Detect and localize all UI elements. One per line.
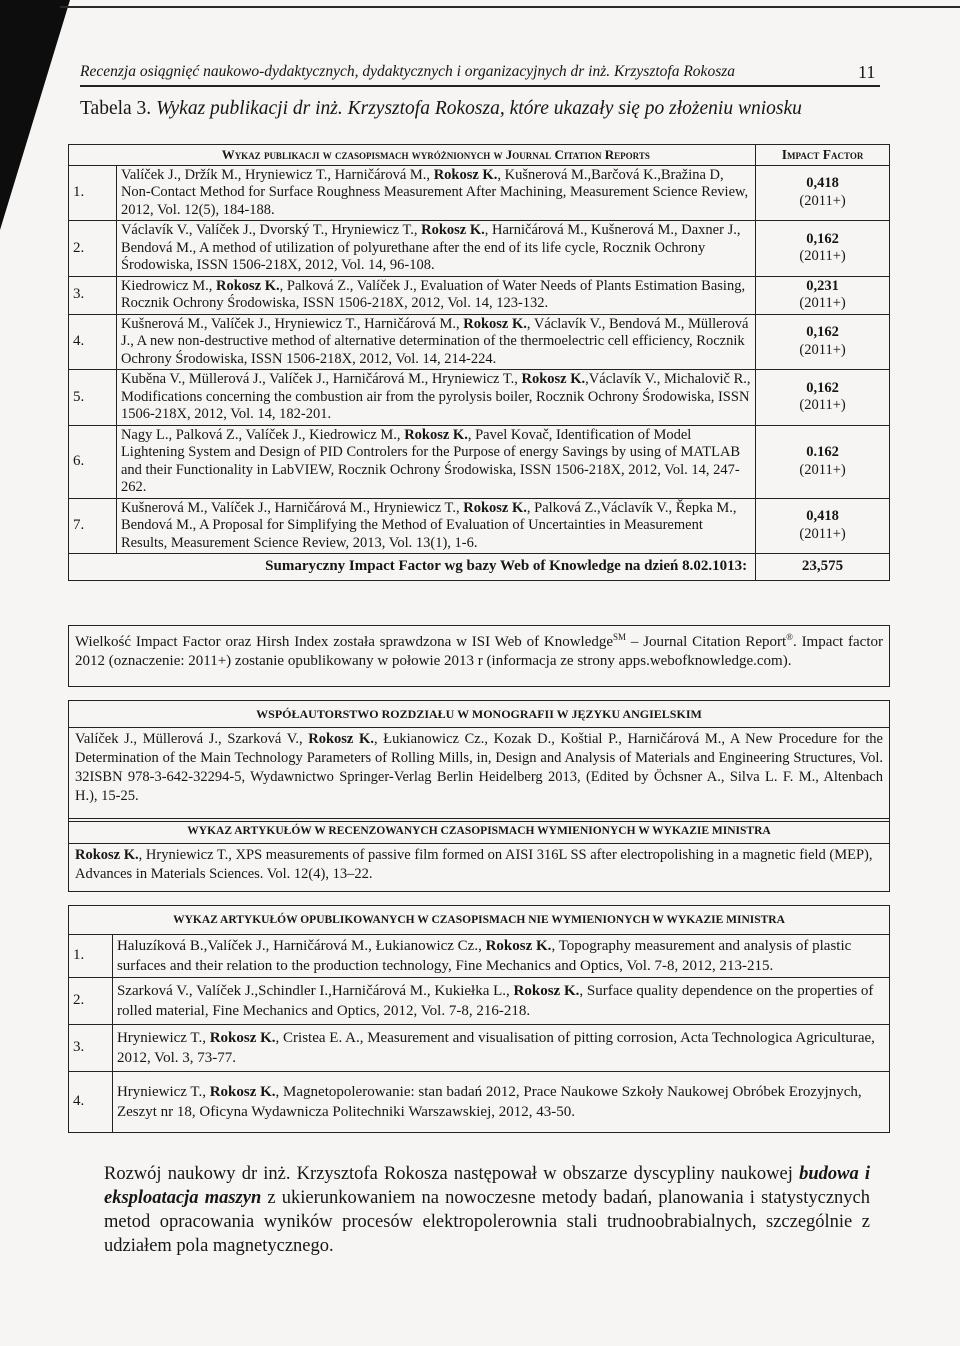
- author-highlight: Rokosz K.: [463, 315, 527, 332]
- unlisted-articles-table: [68, 934, 890, 1133]
- table-row: [69, 1072, 890, 1133]
- table-header-if: Impact Factor: [756, 145, 890, 166]
- row-citation: Kušnerová M., Valíček J., Harničárová M., Hryniewicz T., Rokosz K., Palková Z.,Václavík V., Řepka M., Bendová M., A Proposal for Simplifying the Method of Evaluation of Uncertainties in Measurement Results, Measurement Science Review, 2013, Vol. 13(1), 1-6.: [116, 498, 755, 554]
- table-header-row: [69, 145, 890, 166]
- author-highlight: Rokosz K.: [513, 983, 580, 999]
- row-number: 2.: [69, 978, 113, 1025]
- author-highlight: Rokosz K.: [421, 222, 485, 238]
- row-citation: Václavík V., Valíček J., Dvorský T., Hryniewicz T., Rokosz K., Harničárová M., Kušnerová M., Daxner J., Bendová M., A method of utilization of polyurethane after the end of its life cycle, Rocznik Ochrony Środowiska, ISSN 1506-218X, 2012, Vol. 14, 96-108.: [116, 221, 755, 277]
- header-rule: [80, 85, 880, 87]
- monograph-title-box: [68, 700, 890, 728]
- row-number: 6.: [69, 425, 117, 498]
- page-number: 11: [858, 62, 876, 82]
- row-number: 7.: [69, 498, 117, 554]
- row-number: 1.: [69, 165, 117, 221]
- row-citation: Nagy L., Palková Z., Valíček J., Kiedrowicz M., Rokosz K., Pavel Kovač, Identification of Model Lightening System and Design of PID Controlers for the Purpose of energy Savings by using of MATLAB and their Functionality in LabVIEW, Rocznik Ochrony Środowiska, ISSN 1506-218X, 2012, Vol. 14, 247-262.: [116, 425, 755, 498]
- summary-value: 23,575: [756, 554, 890, 581]
- row-citation: Kušnerová M., Valíček J., Hryniewicz T., Harničárová M., Rokosz K., Václavík V., Bendová M., Müllerová J., A new non-destructive method of alternative determination of the thermoelectric cell efficiency, Rocznik Ochrony Środowiska, ISSN 1506-218X, 2012, Vol. 14, 214-224.: [116, 314, 755, 370]
- monograph-entry: Valíček J., Müllerová J., Szarková V., Rokosz K., Łukianowicz Cz., Kozak D., Koštial P., Harničárová M., A New Procedure for the Determination of the Main Technology Parameters of Rolling Mills, in, Design and Analysis of Materials and Engineering Structures, Vol. 32ISBN 978-3-642-32294-5, Wydawnictwo Springer-Verlag Berlin Heidelberg 2013, (Edited by Öchsner A., Silva L. F. M., Altenbach H.), 15-25.: [68, 728, 890, 822]
- unlisted-title: WYKAZ ARTYKUŁÓW OPUBLIKOWANYCH W CZASOPISMACH NIE WYMIENIONYCH W WYKAZIE MINISTRA: [173, 914, 785, 926]
- row-number: 4.: [69, 1072, 113, 1133]
- row-citation: Kuběna V., Müllerová J., Valíček J., Harničárová M., Hryniewicz T., Rokosz K.,Václavík V., Michalovič R., Modifications concerning the combustion air from the pyrolysis boiler, Rocznik Ochrony Środowiska, ISSN 1506-218X, 2012, Vol. 14, 182-201.: [116, 370, 755, 426]
- table-row: [69, 1025, 890, 1072]
- row-impact-factor: 0,162 (2011+): [756, 370, 890, 426]
- closing-paragraph: Rozwój naukowy dr inż. Krzysztofa Rokosza następował w obszarze dyscypliny naukowej budowa i eksploatacja maszyn z ukierunkowaniem na nowoczesne metody badań, planowania i statystycznych metod opracowania wyników procesów elektropolerownia stali trudnoobrabialnych, szczególnie z udziałem pola magnetycznego.: [104, 1164, 870, 1256]
- reviewed-entry: Rokosz K., Hryniewicz T., XPS measurements of passive film formed on AISI 316L SS after electropolishing in a magnetic field (MEP), Advances in Materials Sciences. Vol. 12(4), 13–22.: [68, 844, 890, 892]
- reviewed-title: WYKAZ ARTYKUŁÓW W RECENZOWANYCH CZASOPISMACH WYMIENIONYCH W WYKAZIE MINISTRA: [187, 825, 771, 837]
- row-impact-factor: 0,162 (2011+): [756, 314, 890, 370]
- scan-edge-shadow: [0, 0, 70, 230]
- row-citation: Kiedrowicz M., Rokosz K., Palková Z., Valíček J., Evaluation of Water Needs of Plants Estimation Basing, Rocznik Ochrony Środowiska, ISSN 1506-218X, 2012, Vol. 14, 123-132.: [116, 276, 755, 314]
- table-row: [69, 314, 890, 370]
- author-highlight: Rokosz K.: [521, 371, 586, 387]
- table-row: [69, 425, 890, 498]
- row-number: 5.: [69, 370, 117, 426]
- table-row: [69, 978, 890, 1025]
- author-highlight: Rokosz K.: [75, 847, 139, 863]
- table-row: [69, 498, 890, 554]
- author-highlight: Rokosz K.: [485, 938, 552, 954]
- row-number: 3.: [69, 276, 117, 314]
- running-header: Recenzja osiągnięć naukowo-dydaktycznych, dydaktycznych i organizacyjnych dr inż. Krzysztofa Rokosza: [80, 63, 736, 80]
- discipline-name: budowa i eksploatacja maszyn: [104, 1164, 870, 1208]
- author-highlight: Rokosz K.: [404, 426, 468, 443]
- author-highlight: Rokosz K.: [308, 731, 374, 747]
- table-header-main: Wykaz publikacji w czasopismach wyróżnionych w Journal Citation Reports: [116, 145, 755, 166]
- row-citation: Hryniewicz T., Rokosz K., Magnetopolerowanie: stan badań 2012, Prace Naukowe Szkoły Naukowej Obróbek Erozyjnych, Zeszyt nr 18, Oficyna Wydawnicza Politechniki Warszawskiej, 2012, 43-50.: [112, 1072, 889, 1133]
- table-row: [69, 935, 890, 978]
- caption-text: Wykaz publikacji dr inż. Krzysztofa Rokosza, które ukazały się po złożeniu wniosku: [156, 98, 802, 119]
- row-impact-factor: 0.162 (2011+): [756, 425, 890, 498]
- caption-prefix: Tabela 3.: [80, 98, 157, 119]
- table-row: [69, 165, 890, 221]
- author-highlight: Rokosz K.: [209, 1084, 276, 1100]
- unlisted-title-box: [68, 905, 890, 935]
- table-row: [69, 221, 890, 277]
- row-number: 3.: [69, 1025, 113, 1072]
- row-citation: Valíček J., Držík M., Hryniewicz T., Harničárová M., Rokosz K., Kušnerová M.,Barčová K.,Bražina D, Non-Contact Method for Surface Roughness Measurement After Machining, Measurement Science Review, 2012, Vol. 12(5), 184-188.: [116, 165, 755, 221]
- row-number: 1.: [69, 935, 113, 978]
- monograph-title: WSPÓŁAUTORSTWO ROZDZIAŁU W MONOGRAFII W JĘZYKU ANGIELSKIM: [256, 707, 702, 721]
- author-highlight: Rokosz K.: [433, 166, 498, 183]
- row-number: 2.: [69, 221, 117, 277]
- row-impact-factor: 0,162 (2011+): [756, 221, 890, 277]
- row-impact-factor: 0,418 (2011+): [756, 165, 890, 221]
- author-highlight: Rokosz K.: [209, 1030, 276, 1046]
- row-impact-factor: 0,418 (2011+): [756, 498, 890, 554]
- row-citation: Hryniewicz T., Rokosz K., Cristea E. A., Measurement and visualisation of pitting corrosion, Acta Technologica Agriculturae, 2012, Vol. 3, 73-77.: [112, 1025, 889, 1072]
- jcr-publications-table: [68, 144, 890, 581]
- reviewed-title-box: [68, 818, 890, 844]
- row-impact-factor: 0,231 (2011+): [756, 276, 890, 314]
- table-caption: [80, 98, 802, 120]
- summary-label: Sumaryczny Impact Factor wg bazy Web of Knowledge na dzień 8.02.1013:: [69, 554, 756, 581]
- summary-row: [69, 554, 890, 581]
- scan-top-line: [60, 6, 960, 8]
- impact-factor-note: Wielkość Impact Factor oraz Hirsh Index została sprawdzona w ISI Web of Knowledge℠ – Journal Citation Report®. Impact factor 2012 (oznaczenie: 2011+) zostanie opublikowany w połowie 2013 r (informacja ze strony apps.webofknowledge.com).: [68, 625, 890, 687]
- author-highlight: Rokosz K.: [463, 499, 527, 516]
- row-citation: Szarková V., Valíček J.,Schindler I.,Harničárová M., Kukiełka L., Rokosz K., Surface quality dependence on the properties of rolled material, Fine Mechanics and Optics, 2012, Vol. 7-8, 216-218.: [112, 978, 889, 1025]
- table-row: [69, 370, 890, 426]
- author-highlight: Rokosz K.: [215, 277, 280, 294]
- table-row: [69, 276, 890, 314]
- row-citation: Haluzíková B.,Valíček J., Harničárová M., Łukianowicz Cz., Rokosz K., Topography measurement and analysis of plastic surfaces and their relation to the production technology, Fine Mechanics and Optics, Vol. 7-8, 2012, 213-215.: [112, 935, 889, 978]
- row-number: 4.: [69, 314, 117, 370]
